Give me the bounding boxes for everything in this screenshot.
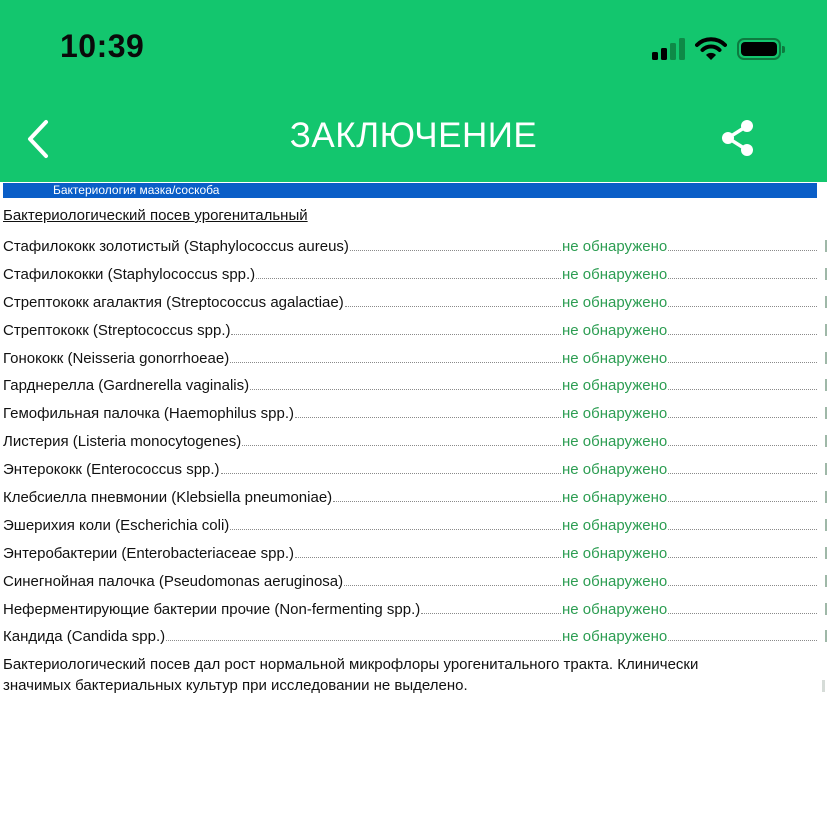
result-row [3,320,827,348]
result-label: не обнаружено [562,377,668,395]
result-value [562,320,817,339]
app-header [0,0,827,182]
leader-dots [345,292,561,307]
result-label: не обнаружено [562,349,668,367]
leader-dots [668,403,817,418]
leader-dots [231,320,561,335]
leader-dots [668,431,817,446]
result-value [562,515,817,534]
result-value [562,599,817,618]
organism-label: Клебсиелла пневмонии (Klebsiella pneumoniae) [3,489,333,507]
result-value [562,487,817,506]
leader-dots [230,348,561,363]
leader-dots [256,264,561,279]
battery-icon [737,38,781,60]
result-row [3,431,827,459]
section-band: Бактериология мазка/соскоба [3,183,817,198]
organism-label: Гонококк (Neisseria gonorrhoeae) [3,349,230,367]
organism-name [3,543,561,562]
result-value [562,236,817,255]
organism-label: Синегнойная палочка (Pseudomonas aeruginosa) [3,572,344,590]
organism-label: Эшерихия коли (Escherichia coli) [3,516,230,534]
leader-dots [668,599,817,614]
result-label: не обнаружено [562,461,668,479]
organism-label: Стрептококк (Streptococcus spp.) [3,321,231,339]
leader-dots [668,571,817,586]
leader-dots [668,515,817,530]
leader-dots [668,348,817,363]
organism-name [3,320,561,339]
leader-dots [668,320,817,335]
result-label: не обнаружено [562,600,668,618]
organism-name [3,487,561,506]
result-row [3,236,827,264]
result-label: не обнаружено [562,265,668,283]
result-label: не обнаружено [562,516,668,534]
result-row [3,292,827,320]
result-value [562,543,817,562]
organism-label: Кандида (Candida spp.) [3,628,166,646]
organism-label: Энтерококк (Enterococcus spp.) [3,461,220,479]
organism-label: Гарднерелла (Gardnerella vaginalis) [3,377,250,395]
organism-label: Стрептококк агалактия (Streptococcus agalactiae) [3,293,344,311]
result-value [562,403,817,422]
result-value [562,459,817,478]
leader-dots [295,403,561,418]
page-title: ЗАКЛЮЧЕНИЕ [289,116,538,155]
organism-name [3,292,561,311]
leader-dots [333,487,561,502]
result-value [562,264,817,283]
share-button[interactable] [716,116,760,160]
result-value [562,431,817,450]
result-row [3,571,827,599]
result-label: не обнаружено [562,544,668,562]
organism-name [3,348,561,367]
result-row [3,487,827,515]
organism-label: Гемофильная палочка (Haemophilus spp.) [3,405,294,423]
leader-dots [350,236,561,251]
leader-dots [344,571,561,586]
cellular-signal-icon [652,38,685,60]
organism-name [3,403,561,422]
result-row [3,459,827,487]
result-row [3,348,827,376]
leader-dots [166,626,561,641]
result-value [562,292,817,311]
result-label: не обнаружено [562,489,668,507]
result-value [562,348,817,367]
organism-name [3,515,561,534]
leader-dots [668,236,817,251]
leader-dots [668,264,817,279]
result-label: не обнаружено [562,293,668,311]
result-row [3,626,827,654]
result-label: не обнаружено [562,238,668,255]
result-row [3,599,827,627]
result-row [3,515,827,543]
organism-name [3,236,561,255]
wifi-icon [695,37,727,61]
organism-name [3,571,561,590]
clipped-content-edge [822,680,825,692]
organism-name [3,375,561,394]
leader-dots [668,487,817,502]
conclusion-text: Бактериологический посев дал рост нормальной микрофлоры урогенитального тракта. Клинически значимых бактериальных культур при исследовании не выделено. [3,656,699,694]
organism-label: Неферментирующие бактерии прочие (Non-fermenting spp.) [3,600,421,618]
organism-label: Стафилококки (Staphylococcus spp.) [3,265,256,283]
result-label: не обнаружено [562,572,668,590]
leader-dots [250,375,561,390]
organism-name [3,599,561,618]
organism-label: Энтеробактерии (Enterobacteriaceae spp.) [3,544,295,562]
leader-dots [242,431,561,446]
result-label: не обнаружено [562,321,668,339]
leader-dots [221,459,561,474]
leader-dots [668,459,817,474]
leader-dots [295,543,561,558]
leader-dots [230,515,561,530]
result-value [562,375,817,394]
result-label: не обнаружено [562,433,668,451]
organism-name [3,626,561,645]
leader-dots [668,543,817,558]
organism-label: Стафилококк золотистый (Staphylococcus aureus) [3,238,349,255]
leader-dots [668,292,817,307]
status-time: 10:39 [60,28,145,64]
result-row [3,264,827,292]
status-icons [652,34,781,64]
organism-name [3,264,561,283]
leader-dots [668,626,817,641]
result-value [562,571,817,590]
result-label: не обнаружено [562,405,668,423]
section-title: Бактериологический посев урогенитальный [3,207,308,224]
organism-name [3,459,561,478]
organism-label: Листерия (Listeria monocytogenes) [3,433,242,451]
result-row [3,375,827,403]
result-label: не обнаружено [562,628,668,646]
leader-dots [421,599,561,614]
result-row [3,403,827,431]
results-list [3,236,827,654]
result-row [3,543,827,571]
organism-name [3,431,561,450]
leader-dots [668,375,817,390]
result-value [562,626,817,645]
